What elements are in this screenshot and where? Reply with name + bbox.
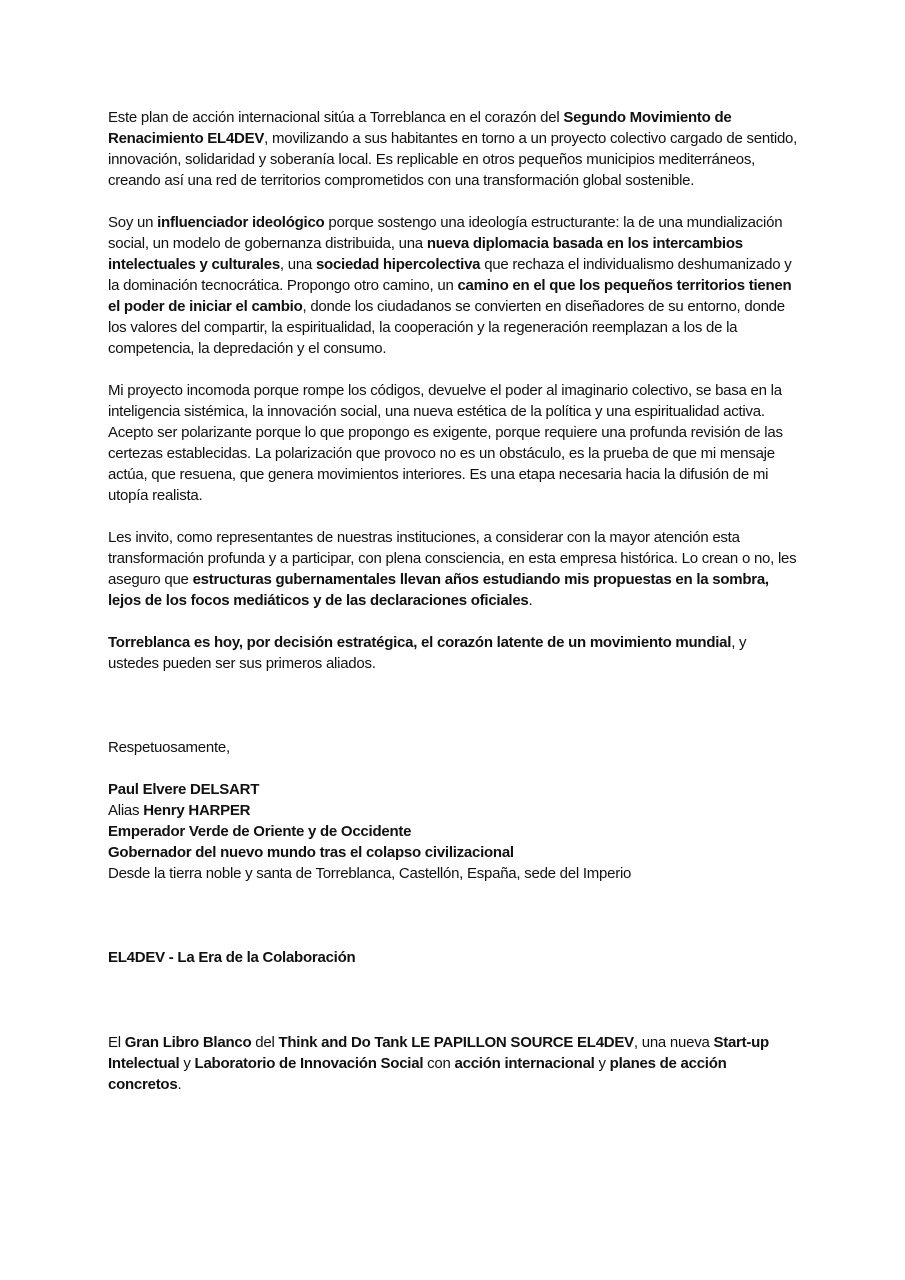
tagline: EL4DEV - La Era de la Colaboración [108, 949, 356, 966]
text-run: Mi proyecto incomoda porque rompe los códigos, devuelve el poder al imaginario colectivo, se basa en la inteligencia sistémica, la innovación social, una nueva estética de la política y una espiritualidad activa. Acepto ser polarizante porque lo que propongo es exigente, porque requiere una profunda revisión de las certezas establecidas. La polarización que provoco no es un obstáculo, es la prueba de que mi mensaje actúa, que resuena, que genera movimientos interiores. Es una etapa necesaria hacia la difusión de mi utopía realista. [108, 382, 783, 504]
signer-alias: Alias Henry HARPER [108, 802, 251, 819]
bold-text-run: Start-up Intelectual [108, 1034, 769, 1072]
closing-line: Respetuosamente, [108, 739, 230, 756]
document-page [108, 107, 798, 1095]
text-run: porque sostengo una ideología estructurante: la de una mundialización social, un modelo de gobernanza distribuida, una [108, 214, 783, 252]
paragraph-white-book [108, 1032, 798, 1095]
text-run: y [179, 1055, 195, 1072]
text-run: Este plan de acción internacional sitúa a Torreblanca en el corazón del [108, 109, 564, 126]
text-run: , donde los ciudadanos se convierten en diseñadores de su entorno, donde los valores del compartir, la espiritualidad, la cooperación y la regeneración reemplazan a los de la competencia, la depredación y el consumo. [108, 298, 785, 357]
text-run: del [251, 1034, 279, 1051]
text-run: con [423, 1055, 455, 1072]
paragraph-intro [108, 107, 798, 191]
paragraph-torreblanca [108, 632, 798, 674]
bold-text-run: Gran Libro Blanco [124, 1034, 252, 1051]
text-run: y [594, 1055, 610, 1072]
text-run: Soy un [108, 214, 158, 231]
spacer [108, 506, 798, 527]
bold-text-run: Torreblanca es hoy, por decisión estratégica, el corazón latente de un movimiento mundial [108, 634, 732, 651]
bold-text-run: Think and Do Tank LE PAPILLON SOURCE EL4DEV [278, 1034, 634, 1051]
text-run: , una [279, 256, 316, 273]
bold-text-run: estructuras gubernamentales llevan años estudiando mis propuestas en la sombra, lejos de los focos mediáticos y de las declaraciones oficiales [108, 571, 769, 609]
spacer [108, 359, 798, 380]
signer-title-1: Emperador Verde de Oriente y de Occidente [108, 823, 412, 840]
paragraph-project [108, 380, 798, 506]
signer-name: Paul Elvere DELSART [108, 781, 260, 798]
bold-text-run: camino en el que los pequeños territorios tienen el poder de iniciar el cambio [108, 277, 792, 315]
bold-text-run: nueva diplomacia basada en los intercambios intelectuales y culturales [108, 235, 743, 273]
text-run: , y ustedes pueden ser sus primeros aliados. [108, 634, 747, 672]
bold-text-run: sociedad hipercolectiva [315, 256, 481, 273]
text-run: . [528, 592, 533, 609]
text-run: , una nueva [633, 1034, 714, 1051]
bold-text-run: acción internacional [454, 1055, 595, 1072]
spacer [108, 674, 798, 737]
bold-text-run: planes de acción concretos [108, 1055, 727, 1093]
spacer [108, 191, 798, 212]
spacer [108, 611, 798, 632]
text-run: . [177, 1076, 182, 1093]
spacer [108, 884, 798, 947]
signer-location: Desde la tierra noble y santa de Torreblanca, Castellón, España, sede del Imperio [108, 865, 632, 882]
text-run: , movilizando a sus habitantes en torno a un proyecto colectivo cargado de sentido, innovación, solidaridad y soberanía local. Es replicable en otros pequeños municipios mediterráneos, creando así una red de territorios comprometidos con una transformación global sostenible. [108, 130, 798, 189]
paragraph-invitation [108, 527, 798, 611]
text-run: que rechaza el individualismo deshumanizado y la dominación tecnocrática. Propongo otro camino, un [108, 256, 792, 294]
bold-text-run: Segundo Movimiento de Renacimiento EL4DEV [108, 109, 732, 147]
bold-text-run: influenciador ideológico [157, 214, 325, 231]
text-run: El [108, 1034, 125, 1051]
text-run: Les invito, como representantes de nuestras instituciones, a considerar con la mayor atención esta transformación profunda y a participar, con plena consciencia, en esta empresa histórica. Lo crean o no, les aseguro que [108, 529, 797, 588]
bold-text-run: Laboratorio de Innovación Social [194, 1055, 424, 1072]
spacer [108, 758, 798, 779]
signer-title-2: Gobernador del nuevo mundo tras el colapso civilizacional [108, 844, 514, 861]
paragraph-ideology [108, 212, 798, 359]
signature-block [108, 779, 798, 884]
spacer [108, 968, 798, 1032]
